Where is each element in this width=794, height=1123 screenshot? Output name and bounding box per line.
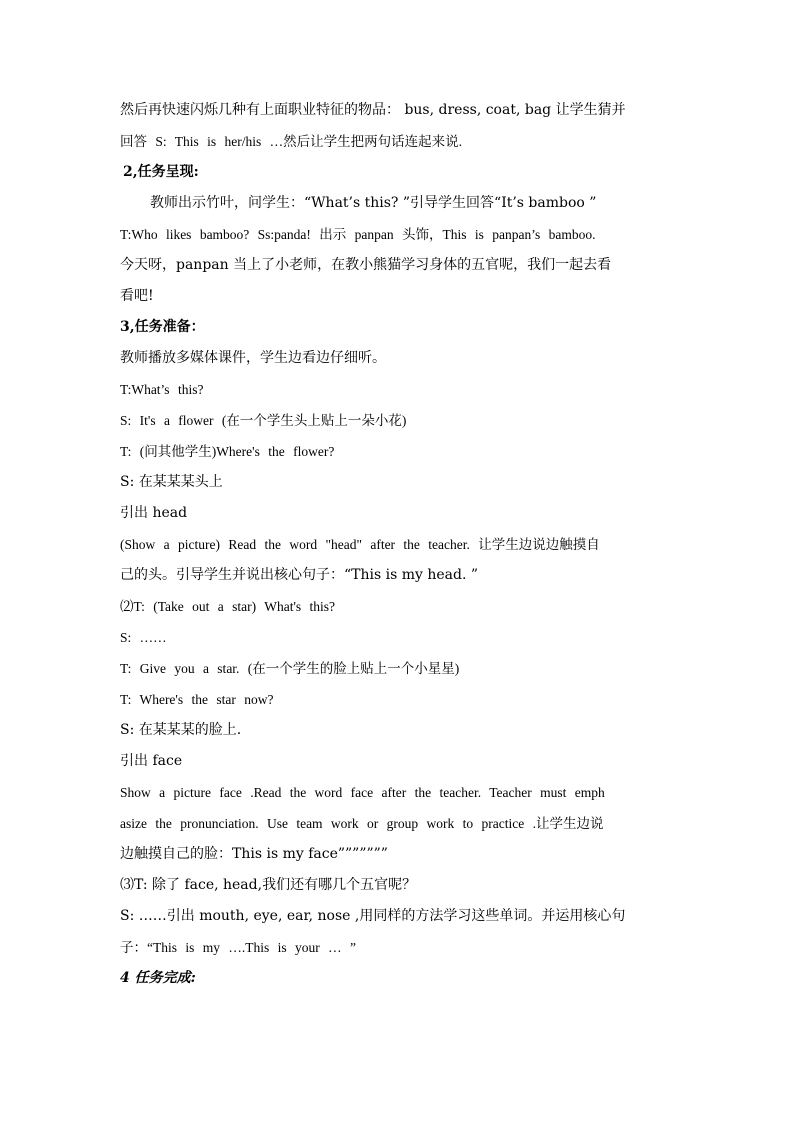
paragraph-line: S: It's a flower (在一个学生头上贴上一朵小花) (120, 413, 407, 428)
paragraph-line: 教师播放多媒体课件，学生边看边仔细听。 (120, 350, 386, 366)
section-heading: 3,任务准备： (120, 319, 205, 335)
paragraph-line: 子：“This is my ….This is your … ” (120, 940, 356, 955)
paragraph-line: 教师出示竹叶，问学生：“What’s this? ”引导学生回答“It’s bamboo ” (150, 195, 597, 211)
paragraph-line: 引出 head (120, 505, 188, 521)
paragraph-line: T: Give you a star. (在一个学生的脸上贴上一个小星星) (120, 661, 460, 676)
paragraph-line: T: (问其他学生)Where's the flower? (120, 444, 335, 459)
paragraph-line: 然后再快速闪烁几种有上面职业特征的物品： bus, dress, coat, bag 让学生猜并 (120, 102, 626, 118)
paragraph-line: 己的头。引导学生并说出核心句子：“This is my head. ” (120, 567, 479, 583)
paragraph-line: 引出 face (120, 753, 183, 769)
paragraph-line: T: Where's the star now? (120, 692, 274, 707)
paragraph-line: T:What’s this? (120, 382, 204, 397)
paragraph-line: 边触摸自己的脸：This is my face””””””” (120, 846, 388, 862)
paragraph-line: S: 在某某某的脸上. (120, 722, 242, 738)
paragraph-line: 回答 S: This is her/his …然后让学生把两句话连起来说. (120, 134, 463, 149)
paragraph-line: ⑵T: (Take out a star) What's this? (120, 599, 336, 614)
paragraph-line: asize the pronunciation. Use team work or group work to practice .让学生边说 (120, 816, 604, 831)
paragraph-line: (Show a picture) Read the word "head" after the teacher. 让学生边说边触摸自 (120, 537, 600, 552)
paragraph-line: S: …… (120, 630, 167, 645)
paragraph-line: T:Who likes bamboo? Ss:panda! 出示 panpan 头饰，This is panpan’s bamboo. (120, 227, 596, 242)
paragraph-line: ⑶T: 除了 face, head,我们还有哪几个五官呢？ (120, 877, 417, 893)
paragraph-line: S: ……引出 mouth, eye, ear, nose ,用同样的方法学习这些单词。并运用核心句 (120, 908, 626, 924)
section-heading: 2,任务呈现: (123, 164, 199, 180)
paragraph-line: 今天呀，panpan 当上了小老师，在教小熊猫学习身体的五官呢，我们一起去看 (120, 257, 612, 273)
paragraph-line: Show a picture face .Read the word face after the teacher. Teacher must emph (120, 785, 605, 800)
section-heading: 4 任务完成: (120, 970, 196, 986)
paragraph-line: S: 在某某某头上 (120, 474, 223, 490)
document-body (120, 95, 676, 994)
paragraph-line: 看吧! (120, 288, 154, 304)
